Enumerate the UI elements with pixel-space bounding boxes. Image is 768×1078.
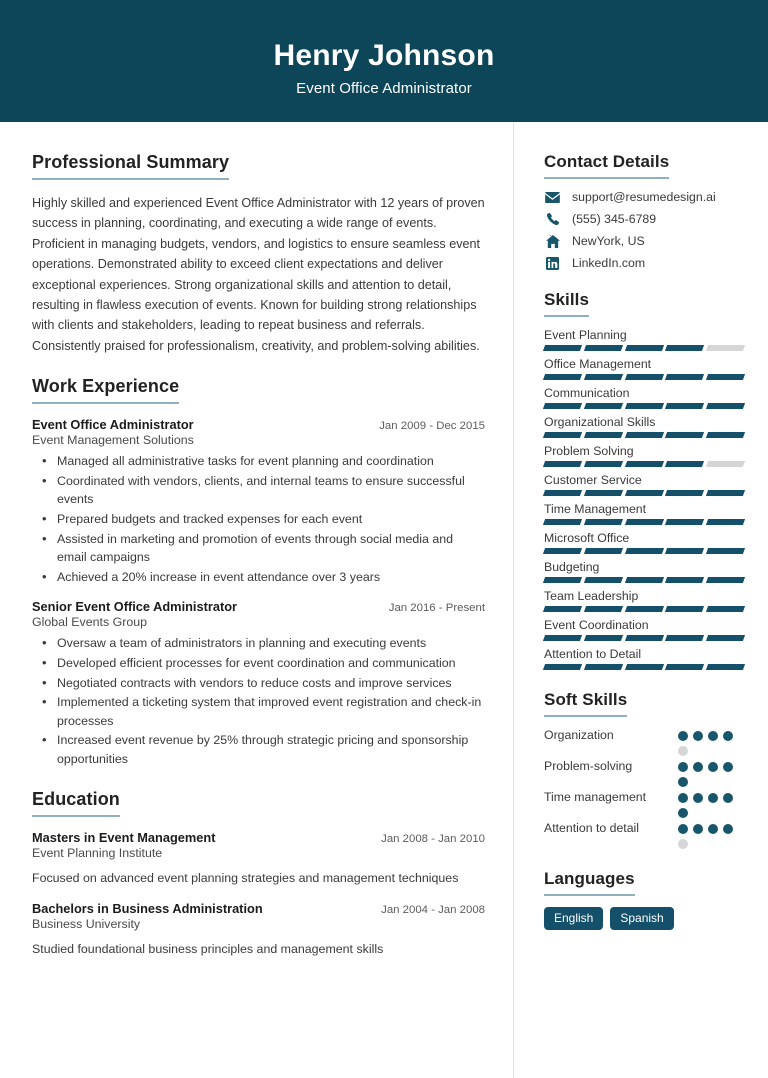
phone-icon [544,212,561,226]
section-work-experience [32,376,485,769]
soft-skill-label: Time management [544,790,647,804]
resume-header [0,0,768,122]
contact-item[interactable] [544,190,744,204]
skill-level-bar [544,461,744,467]
soft-skill-dot [678,762,688,772]
skill-segment [584,548,623,554]
section-heading-education: Education [32,789,120,817]
skill-segment [584,577,623,583]
soft-skill-dot [678,746,688,756]
skill-label: Customer Service [544,473,642,487]
skill-level-bar [544,374,744,380]
skill-segment [625,664,664,670]
skill-segment [665,403,704,409]
soft-skill-label: Attention to detail [544,821,640,835]
experience-entry [32,417,485,586]
skill-segment [625,548,664,554]
education-description: Studied foundational business principles and management skills [32,941,384,956]
section-contact-details [544,152,744,270]
main-column [0,122,513,1078]
experience-bullet: • Assisted in marketing and promotion of events through social media and email campaigns [32,530,485,567]
education-entry-header [32,830,485,845]
skill-level-bar [544,548,744,554]
soft-skill-dot [723,762,733,772]
experience-bullet: • Developed efficient processes for event coordination and communication [32,654,485,673]
skill-segment [584,519,623,525]
skill-segment [665,664,704,670]
education-degree: Masters in Event Management [32,829,216,845]
skill-segment [543,374,582,380]
skill-segment [584,461,623,467]
skill-segment [584,606,623,612]
skill-level-bar [544,635,744,641]
education-dates: Jan 2008 - Jan 2010 [381,832,485,845]
skill-segment [543,577,582,583]
skill-segment [543,664,582,670]
skill-level-bar [544,345,744,351]
language-tag: English [544,907,603,930]
skill-segment [584,374,623,380]
skill-segment [625,519,664,525]
skill-segment [625,490,664,496]
experience-company: Event Management Solutions [32,433,194,448]
soft-skill-dot [723,793,733,803]
skill-label: Communication [544,386,630,400]
soft-skill-rating [678,790,744,818]
education-entry-header [32,901,485,916]
skill-label: Office Management [544,357,652,371]
education-school: Business University [32,916,141,931]
skill-segment [625,635,664,641]
skill-segment [665,432,704,438]
skill-segment [584,345,623,351]
skill-label: Event Coordination [544,618,649,632]
languages-list [544,907,744,930]
education-degree: Bachelors in Business Administration [32,900,263,916]
skill-segment [625,606,664,612]
skill-segment [665,519,704,525]
home-icon [544,234,561,248]
skill-segment [706,490,745,496]
skill-segment [625,461,664,467]
soft-skill-dot [708,824,718,834]
skill-row [544,415,744,438]
contact-value: LinkedIn.com [572,256,646,270]
skill-segment [584,432,623,438]
experience-company: Global Events Group [32,615,148,630]
soft-skill-dot [693,824,703,834]
skill-segment [706,577,745,583]
skill-segment [706,374,745,380]
sidebar-column [514,122,768,1078]
skill-label: Problem Solving [544,444,634,458]
experience-bullet: • Prepared budgets and tracked expenses for each event [32,510,485,529]
skill-segment [665,490,704,496]
experience-bullet: • Oversaw a team of administrators in planning and executing events [32,634,485,653]
skill-segment [665,374,704,380]
contact-item[interactable] [544,212,744,226]
soft-skill-dot [678,793,688,803]
skill-label: Time Management [544,502,647,516]
skill-row [544,444,744,467]
soft-skill-dot [678,824,688,834]
skill-segment [706,635,745,641]
section-heading-skills: Skills [544,290,589,317]
section-heading-languages: Languages [544,869,635,896]
skill-segment [584,664,623,670]
soft-skill-label: Organization [544,728,614,742]
experience-bullet: • Coordinated with vendors, clients, and internal teams to ensure successful events [32,472,485,509]
section-heading-summary: Professional Summary [32,152,229,180]
soft-skill-dot [678,777,688,787]
experience-bullet: • Managed all administrative tasks for event planning and coordination [32,452,485,471]
soft-skill-row [544,759,744,787]
experience-job-title: Senior Event Office Administrator [32,599,238,615]
skill-segment [543,345,582,351]
contact-item[interactable] [544,256,744,270]
skill-row [544,647,744,670]
section-heading-contact: Contact Details [544,152,669,179]
experience-entry-header [32,599,485,614]
skill-segment [584,403,623,409]
soft-skill-row [544,790,744,818]
skill-row [544,589,744,612]
experience-bullet: • Achieved a 20% increase in event attendance over 3 years [32,568,485,587]
education-entry [32,830,485,888]
skill-segment [543,432,582,438]
skill-label: Attention to Detail [544,647,642,661]
skill-row [544,618,744,641]
skill-segment [706,432,745,438]
soft-skill-dot [723,731,733,741]
skill-label: Organizational Skills [544,415,656,429]
skill-segment [543,519,582,525]
skill-segment [706,519,745,525]
section-heading-soft-skills: Soft Skills [544,690,627,717]
skill-segment [625,374,664,380]
skill-segment [706,403,745,409]
skill-segment [543,606,582,612]
soft-skill-dot [708,731,718,741]
skill-label: Microsoft Office [544,531,630,545]
skill-segment [625,403,664,409]
education-list [32,830,485,959]
soft-skill-rating [678,759,744,787]
soft-skill-dot [708,793,718,803]
skill-segment [706,548,745,554]
skill-level-bar [544,606,744,612]
experience-bullet-list [32,634,485,768]
skill-level-bar [544,519,744,525]
experience-dates: Jan 2016 - Present [388,602,485,615]
skill-segment [625,577,664,583]
experience-bullet: • Negotiated contracts with vendors to reduce costs and improve services [32,674,485,693]
skill-segment [584,635,623,641]
soft-skill-row [544,728,744,756]
skill-segment [543,490,582,496]
soft-skill-dot [693,762,703,772]
soft-skill-dot [708,762,718,772]
summary-text: Highly skilled and experienced Event Office Administrator with 12 years of proven success in planning, coordinating, and executing a wide range of events. Proficient in managing budgets, vendors, and logistics to ensure seamless event operations. Demonstrated ability to exceed client expectations and deliver exceptional experiences. Strong organizational skills and attention to detail, resulting in flawless execution of events. Known for building strong relationships with clients and stakeholders, leading to repeat business and referrals. Consistently praised for professionalism, creativity, and problem-solving abilities. [32,196,485,353]
linkedin-icon [544,256,561,270]
soft-skill-rating [678,821,744,849]
skill-row [544,502,744,525]
skill-segment [584,490,623,496]
resume-body [0,122,768,1078]
skill-segment [706,664,745,670]
skill-segment [665,577,704,583]
soft-skill-row [544,821,744,849]
skill-segment [543,461,582,467]
skill-segment [706,606,745,612]
soft-skill-dot [678,808,688,818]
skill-row [544,560,744,583]
contact-value: NewYork, US [572,234,645,248]
skill-row [544,357,744,380]
skill-level-bar [544,577,744,583]
education-school: Event Planning Institute [32,845,163,860]
soft-skills-list [544,728,744,849]
skill-segment [543,403,582,409]
soft-skill-rating [678,728,744,756]
skill-row [544,473,744,496]
skill-segment [706,345,745,351]
soft-skill-dot [723,824,733,834]
skill-level-bar [544,664,744,670]
section-professional-summary [32,152,485,356]
experience-bullet: • Implemented a ticketing system that improved event registration and check-in processes [32,693,485,730]
skill-row [544,531,744,554]
skill-level-bar [544,490,744,496]
contact-item[interactable] [544,234,744,248]
education-description: Focused on advanced event planning strategies and management techniques [32,870,459,885]
experience-list [32,417,485,769]
soft-skill-dot [678,731,688,741]
skill-segment [706,461,745,467]
section-heading-experience: Work Experience [32,376,179,404]
soft-skill-dot [678,839,688,849]
skill-label: Team Leadership [544,589,639,603]
envelope-icon [544,190,561,204]
skill-level-bar [544,432,744,438]
experience-dates: Jan 2009 - Dec 2015 [379,420,485,433]
skills-list [544,328,744,670]
page-title: Henry Johnson [273,38,495,72]
section-languages [544,869,744,930]
education-dates: Jan 2004 - Jan 2008 [381,903,485,916]
skill-label: Budgeting [544,560,600,574]
job-title: Event Office Administrator [296,80,472,98]
skill-segment [665,461,704,467]
soft-skill-dot [693,793,703,803]
skill-segment [665,606,704,612]
experience-entry [32,599,485,768]
skill-segment [625,345,664,351]
soft-skill-dot [693,731,703,741]
skill-row [544,386,744,409]
soft-skill-label: Problem-solving [544,759,633,773]
experience-bullet-list [32,452,485,586]
skill-segment [665,345,704,351]
skill-level-bar [544,403,744,409]
skill-segment [625,432,664,438]
experience-bullet: • Increased event revenue by 25% through strategic pricing and sponsorship opportunities [32,731,485,768]
skill-label: Event Planning [544,328,627,342]
contact-list [544,190,744,270]
experience-job-title: Event Office Administrator [32,417,194,433]
skill-segment [665,548,704,554]
contact-value: support@resumedesign.ai [572,190,716,204]
contact-value: (555) 345-6789 [572,212,657,226]
section-soft-skills [544,690,744,849]
skill-segment [665,635,704,641]
skill-row [544,328,744,351]
education-entry [32,901,485,959]
experience-entry-header [32,417,485,432]
section-skills [544,290,744,670]
skill-segment [543,635,582,641]
skill-segment [543,548,582,554]
section-education [32,789,485,959]
language-tag: Spanish [610,907,673,930]
